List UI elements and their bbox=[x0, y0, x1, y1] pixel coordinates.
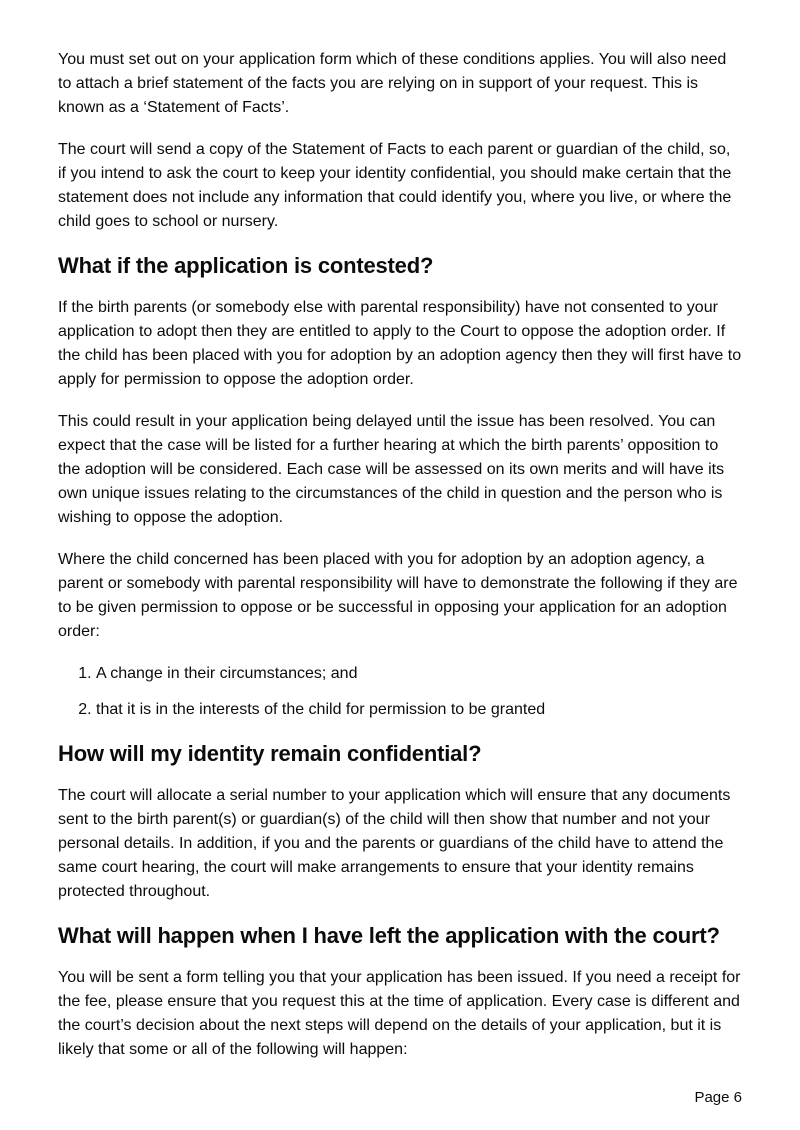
page-number: Page 6 bbox=[694, 1089, 742, 1106]
list-item: 1. A change in their circumstances; and bbox=[96, 662, 742, 686]
opposition-conditions-list bbox=[74, 662, 742, 722]
intro-paragraph-1: You must set out on your application form which of these conditions applies. You will also need to attach a brief statement of the facts you are relying on in support of your request. This is known as a ‘Statement of Facts’. bbox=[58, 51, 727, 116]
intro-paragraph-2: The court will send a copy of the Statement of Facts to each parent or guardian of the child, so, if you intend to ask the court to keep your identity confidential, you should make certain that the statement does not include any information that could identify you, where you live, or where the child goes to school or nursery. bbox=[58, 141, 732, 230]
section-heading-after-application: What will happen when I have left the application with the court? bbox=[58, 923, 720, 948]
contested-paragraph-1: If the birth parents (or somebody else with parental responsibility) have not consented to your application to adopt then they are entitled to apply to the Court to oppose the adoption order. If the child has been placed with you for adoption by an adoption agency then they will first have to apply for permission to oppose the adoption order. bbox=[58, 299, 742, 388]
after-application-paragraph-1: You will be sent a form telling you that your application has been issued. If you need a receipt for the fee, please ensure that you request this at the time of application. Every case is different and the court’s decision about the next steps will depend on the details of your application, but it is likely that some or all of the following will happen: bbox=[58, 969, 741, 1058]
contested-paragraph-2: This could result in your application being delayed until the issue has been resolved. You can expect that the case will be listed for a further hearing at which the birth parents’ opposition to the adoption will be considered. Each case will be assessed on its own merits and will have its own unique issues relating to the circumstances of the child in question and the person who is wishing to oppose the adoption. bbox=[58, 413, 725, 526]
contested-paragraph-3: Where the child concerned has been placed with you for adoption by an adoption agency, a parent or somebody with parental responsibility will have to demonstrate the following if they are to be given permission to oppose or be successful in opposing your application for an adoption order: bbox=[58, 551, 738, 640]
confidential-paragraph-1: The court will allocate a serial number to your application which will ensure that any documents sent to the birth parent(s) or guardian(s) of the child will then show that number and not your personal details. In addition, if you and the parents or guardians of the child have to attend the same court hearing, the court will make arrangements to ensure that your identity remains protected throughout. bbox=[58, 787, 731, 900]
section-heading-confidential: How will my identity remain confidential? bbox=[58, 741, 482, 766]
section-heading-contested: What if the application is contested? bbox=[58, 253, 434, 278]
list-item: 2. that it is in the interests of the child for permission to be granted bbox=[96, 698, 742, 722]
